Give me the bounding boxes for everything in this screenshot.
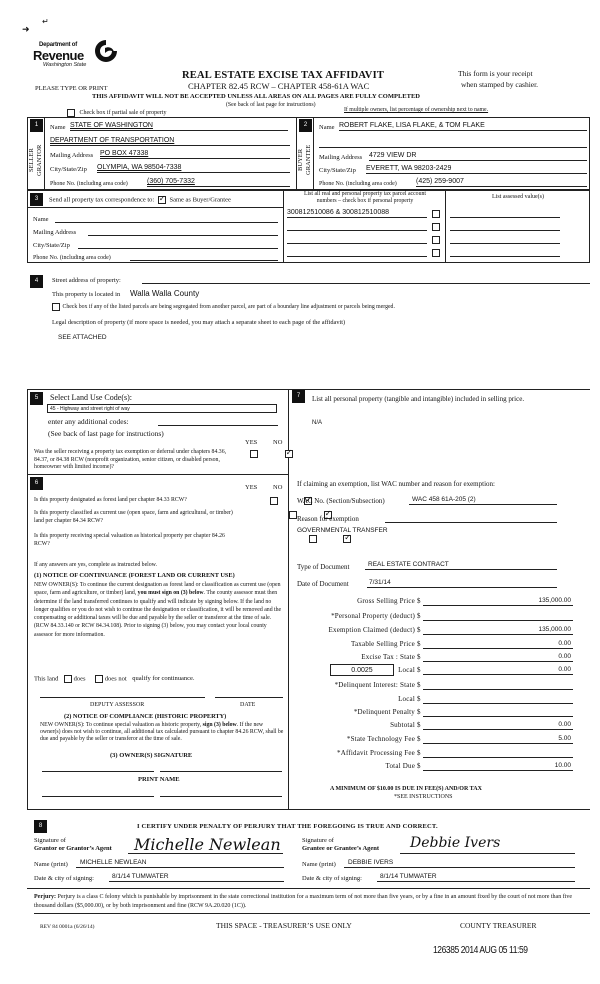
parcel-number-field[interactable]: 300812510086 & 300812510088 (287, 209, 427, 218)
section-7-mid-rule (288, 553, 292, 554)
grantor-signature-label: Signature of Grantor or Grantor’s Agent (34, 837, 112, 852)
doc-date-label: Date of Document (297, 580, 349, 588)
section-8-top-rule (27, 809, 590, 810)
buyer-mailing-row (319, 153, 587, 161)
partial-sale-row (67, 109, 166, 117)
logo-line3: Washington State (43, 62, 87, 68)
local-rate-field[interactable]: 0.0025 (330, 664, 394, 676)
assessed-value-field[interactable] (450, 209, 560, 218)
buyer-mailing-field[interactable]: 4729 VIEW DR (369, 152, 587, 161)
buyer-phone-row (319, 179, 587, 187)
section-4-bottom-rule (27, 389, 590, 390)
doc-date-field[interactable]: 7/31/14 (367, 579, 557, 588)
section-3-divider (283, 190, 284, 263)
seller-name-row (50, 123, 290, 131)
section-5-number: 5 (30, 392, 43, 405)
doc-type-field[interactable]: REAL ESTATE CONTRACT (365, 561, 557, 570)
segregated-row (52, 303, 395, 311)
seller-phone-field[interactable]: (360) 705-7332 (147, 178, 290, 187)
seller-phone-label: Phone No. (including area code) (50, 181, 128, 187)
print-name-label: PRINT NAME (138, 776, 180, 783)
buyer-phone-field[interactable]: (425) 259-9007 (416, 178, 587, 187)
taxable-selling-price-field[interactable]: 0.00 (423, 640, 573, 649)
seller-name-field-2[interactable]: DEPARTMENT OF TRANSPORTATION (50, 137, 290, 146)
doc-date-row (297, 580, 572, 588)
partial-sale-checkbox[interactable] (67, 109, 75, 117)
assessed-value-field[interactable] (450, 248, 560, 257)
total-due-field[interactable]: 10.00 (423, 762, 573, 771)
reason-value[interactable]: GOVERNMENTAL TRANSFER (297, 527, 388, 534)
seller-phone-row (50, 179, 290, 187)
section-4-number: 4 (30, 275, 43, 288)
treasurer-space-label: THIS SPACE - TREASURER’S USE ONLY (216, 921, 352, 930)
partial-sale-label: Check box if partial sale of property (79, 110, 167, 117)
grantor-name-field[interactable]: MICHELLE NEWLEAN (76, 859, 284, 868)
parcel-number-field[interactable] (287, 235, 427, 244)
assessed-value-field[interactable] (450, 222, 560, 231)
additional-codes-label: enter any additional codes: (48, 417, 129, 426)
buyer-name-row (319, 123, 587, 131)
exemption-question: Was the seller receiving a property tax exemption or deferral under chapters 84.36, 84.37, or 84.38 RCW (nonprofit organization, senior citizen, or disabled person, homeowner with limited income)? (34, 449, 227, 470)
wave-logo-icon (93, 38, 119, 64)
parcel-row (287, 222, 587, 234)
grantee-signature[interactable]: Debbie Ivers (410, 835, 501, 851)
located-in-label: This property is located in (52, 291, 121, 298)
parcel-row (287, 209, 587, 221)
assessor-date-label: DATE (240, 702, 256, 708)
scan-mark: ➜ (22, 24, 30, 34)
warning-text: THIS AFFIDAVIT WILL NOT BE ACCEPTED UNLESS ALL AREAS ON ALL PAGES ARE FULLY COMPLETED (92, 93, 420, 100)
historic-no-checkbox[interactable] (343, 535, 351, 543)
grantor-signature[interactable]: Michelle Newlean (134, 835, 281, 854)
county-value[interactable]: Walla Walla County (129, 289, 200, 298)
excise-tax-local-field[interactable]: 0.00 (423, 666, 573, 675)
parcel-row (287, 248, 587, 260)
left-border (27, 389, 28, 809)
reason-line (385, 515, 557, 523)
doc-type-label: Type of Document (297, 563, 350, 571)
grantee-date-field[interactable]: 8/1/14 TUMWATER (377, 873, 575, 882)
affidavit-processing-fee-row: *Affidavit Processing Fee $ (300, 749, 590, 760)
grantor-label: GRANTOR (36, 144, 43, 176)
buyer-name-field[interactable]: ROBERT FLAKE, LISA FLAKE, & TOM FLAKE (339, 122, 587, 131)
grantee-name-field[interactable]: DEBBIE IVERS (344, 859, 575, 868)
personal-property-label: List all personal property (tangible and intangible) included in selling price. (312, 395, 525, 403)
owner-signature-line-1[interactable] (42, 771, 154, 772)
section-1-number: 1 (30, 119, 43, 132)
section-7-number: 7 (292, 390, 305, 403)
owner-signature-line-2[interactable] (160, 771, 282, 772)
buyer-mailing-label: Mailing Address (319, 154, 363, 161)
receipt-note-2: when stamped by cashier. (461, 80, 539, 89)
seller-city-label: City/State/Zip (50, 166, 87, 173)
grantee-signature-line[interactable] (400, 853, 575, 854)
certify-statement: I CERTIFY UNDER PENALTY OF PERJURY THAT THE FOREGOING IS TRUE AND CORRECT. (137, 823, 438, 830)
street-address-field[interactable] (142, 276, 590, 284)
street-address-label: Street address of property: (52, 277, 121, 284)
current-use-yes-checkbox[interactable] (289, 511, 297, 519)
exemption-no-checkbox[interactable] (285, 450, 293, 458)
delinquent-interest-state-field[interactable] (423, 681, 573, 690)
excise-tax-local-row: Local $ 0.00 (398, 666, 571, 674)
same-as-buyer-checkbox[interactable] (158, 196, 166, 204)
buyer-name-label: Name (319, 124, 335, 131)
print-name-line-2[interactable] (160, 796, 282, 797)
form-revision: REV 84 0001a (6/26/14) (40, 924, 95, 930)
grantee-label: GRANTEE (305, 144, 312, 176)
doc-type-row (297, 563, 572, 571)
exemption-claimed-field[interactable]: 135,000.00 (423, 626, 573, 635)
gross-selling-price-field[interactable]: 135,000.00 (423, 597, 573, 606)
same-as-buyer-label: Same as Buyer/Grantee (169, 196, 231, 204)
additional-codes-field[interactable] (158, 417, 278, 426)
logo-line1: Department of (39, 42, 78, 48)
total-due-row: Total Due $ 10.00 (385, 762, 571, 770)
section-3-number: 3 (30, 193, 43, 206)
tax-phone-row (33, 253, 278, 261)
exemption-claimed-row: Exemption Claimed (deduct) $ 135,000.00 (328, 626, 571, 634)
forest-yes-checkbox[interactable] (270, 497, 278, 505)
gross-selling-price-row: Gross Selling Price $ 135,000.00 (357, 597, 571, 605)
county-treasurer-label: COUNTY TREASURER (460, 921, 537, 930)
seller-name-field[interactable]: STATE OF WASHINGTON (70, 122, 288, 131)
perjury-notice: Perjury: Perjury is a class C felony which is punishable by imprisonment in the state correctional institution for a maximum term of not more than five years, or by a fine in an amount fixed by the court of not more than five thousand dollars ($5,000.00), or by both imprisonment and fine (RCW 9A.20.020 (1C)). (34, 894, 573, 909)
no-header-5: NO (273, 439, 283, 446)
tax-name-field[interactable] (55, 215, 278, 223)
section-6-top-rule (27, 474, 288, 475)
tax-city-row (33, 241, 278, 249)
buyer-city-row (319, 166, 587, 174)
exemption-yes-checkbox[interactable] (250, 450, 258, 458)
buyer-name-field-2[interactable] (319, 140, 587, 148)
grantor-date-row: Date & city of signing: 8/1/14 TUMWATER (34, 874, 284, 882)
exemption-label: If claiming an exemption, list WAC number and reason for exemption: (297, 480, 495, 488)
deputy-assessor-line[interactable] (40, 697, 205, 698)
qualify-row: This land does does not qualify for continuance. (34, 675, 195, 683)
notice-compliance-text: NEW OWNER(S): To continue special valuation as historic property, sign (3) below. If the new owner(s) does not wish to continue, all additional tax calculated pursuant to chapter 84.26 RCW, shall be due and payable by the seller or transferor at the time of sale. (40, 722, 284, 742)
grantor-name-row: Name (print) MICHELLE NEWLEAN (34, 860, 284, 868)
seller-mailing-field[interactable]: PO BOX 47338 (100, 150, 290, 159)
see-back-note: (See back of last page for instructions) (226, 102, 316, 108)
historic-question: Is this property receiving special valuation as historical property per chapter 84.26 RCW? (34, 533, 225, 547)
tax-city-label: City/State/Zip (33, 242, 70, 249)
tax-mailing-row (33, 228, 278, 236)
legal-description-label: Legal description of property (if more space is needed, you may attach a separate sheet to each page of the affidavit) (52, 319, 346, 326)
located-in-row (52, 289, 199, 298)
multiple-owners-note: If multiple owners, list percentage of ownership next to name. (344, 107, 489, 113)
delinquent-interest-local-field[interactable] (423, 695, 573, 704)
treasurer-stamp: 126385 2014 AUG 05 11:59 (433, 945, 528, 956)
additional-codes-row (48, 417, 278, 426)
seller-mailing-row (50, 151, 290, 159)
seller-city-field[interactable]: OLYMPIA, WA 98504-7338 (97, 164, 290, 173)
street-address-row (52, 276, 590, 284)
send-correspondence-label: Send all property tax correspondence to: (49, 196, 155, 204)
owner-signature-title: (3) OWNER(S) SIGNATURE (110, 752, 193, 759)
reason-label: Reason for exemption (297, 515, 359, 523)
affidavit-processing-fee-field[interactable] (423, 749, 573, 758)
scan-mark-2: ↵ (42, 17, 49, 26)
yes-header-5: YES (245, 439, 258, 446)
send-correspondence-row (49, 196, 231, 204)
buyer-city-label: City/State/Zip (319, 167, 356, 174)
land-use-see-back: (See back of last page for instructions) (48, 429, 164, 438)
tax-city-field[interactable] (78, 241, 278, 249)
yes-header-6: YES (245, 484, 258, 491)
assessed-header: List assessed value(s) (492, 194, 544, 200)
grantee-name-row: Name (print) DEBBIE IVERS (302, 860, 575, 868)
wac-label: WAC No. (Section/Subsection) (297, 497, 385, 505)
section-8-bottom-rule (27, 888, 590, 889)
personal-property-deduct-row: *Personal Property (deduct) $ (300, 612, 590, 623)
segregated-label: Check box if any of the listed parcels are being segregated from another parcel, are part of a boundary line adjustment or parcels being merged. (62, 304, 395, 311)
personal-property-checkbox[interactable] (432, 249, 440, 257)
tax-phone-label: Phone No. (including area code) (33, 255, 111, 261)
form-subtitle: CHAPTER 82.45 RCW – CHAPTER 458-61A WAC (188, 81, 370, 91)
parcel-number-field[interactable] (287, 222, 427, 231)
reason-row (297, 515, 572, 523)
deputy-assessor-label: DEPUTY ASSESSOR (90, 702, 145, 708)
personal-property-value[interactable]: N/A (312, 420, 323, 426)
please-type: PLEASE TYPE OR PRINT (35, 85, 108, 92)
notice-compliance-title: (2) NOTICE OF COMPLIANCE (HISTORIC PROPERTY) (64, 713, 227, 720)
seller-label: SELLER (28, 148, 35, 172)
personal-property-deduct-field[interactable] (423, 612, 573, 621)
no-header-6: NO (273, 484, 283, 491)
notice-continuance-title: (1) NOTICE OF CONTINUANCE (FOREST LAND OR CURRENT USE) (34, 572, 235, 579)
legal-description-value[interactable]: SEE ATTACHED (58, 334, 107, 341)
seller-city-row (50, 165, 290, 173)
see-instructions-note: *SEE INSTRUCTIONS (394, 794, 453, 800)
wac-field[interactable]: WAC 458 61A-205 (2) (409, 496, 557, 505)
tax-phone-field[interactable] (130, 253, 278, 261)
state-technology-fee-row: *State Technology Fee $ 5.00 (346, 735, 571, 743)
if-yes-note: If any answers are yes, complete as instructed below. (34, 562, 157, 568)
form-title: REAL ESTATE EXCISE TAX AFFIDAVIT (182, 70, 385, 81)
buyer-city-field[interactable]: EVERETT, WA 98203-2429 (366, 165, 587, 174)
seller-name-label: Name (50, 124, 66, 131)
delinquent-interest-state-row: *Delinquent Interest: State $ (300, 681, 590, 692)
perjury-rule (34, 913, 590, 914)
taxable-selling-price-row: Taxable Selling Price $ 0.00 (351, 640, 571, 648)
segregated-checkbox[interactable] (52, 303, 60, 311)
tax-name-row (33, 215, 278, 223)
assessed-value-field[interactable] (450, 235, 560, 244)
parcel-number-field[interactable] (287, 248, 427, 257)
buyer-phone-label: Phone No. (including area code) (319, 181, 397, 187)
excise-tax-state-row: Excise Tax : State $ 0.00 (361, 653, 571, 661)
historic-yes-checkbox[interactable] (309, 535, 317, 543)
land-use-label: Select Land Use Code(s): (50, 393, 132, 402)
seller-mailing-label: Mailing Address (50, 152, 94, 159)
section-2-number: 2 (299, 119, 312, 132)
section-8-number: 8 (34, 820, 47, 833)
minimum-due-note: A MINIMUM OF $10.00 IS DUE IN FEE(S) AND/OR TAX (330, 786, 482, 792)
buyer-label: BUYER (297, 148, 304, 172)
dor-logo (33, 42, 123, 72)
notice-continuance-text: NEW OWNER(S): To continue the current designation as forest land or classification as current use (open space, farm and agriculture, or timber) land, you must sign on (3) below. The county assessor must then determine if the land transferred continues to qualify and will indicate by signing below. If the land no longer qualifies or you do not wish to continue the designation or classification, it will be removed and the compensating or additional taxes will be due and payable by the seller or transferor at the time of sale. (RCW 84.33.140 or RCW 84.34.108). Prior to signing (3) below, you may contact your local county assessor for more information. (34, 582, 282, 638)
subtotal-row: Subtotal $ 0.00 (390, 721, 571, 729)
grantee-date-row: Date & city of signing: 8/1/14 TUMWATER (302, 874, 575, 882)
assessor-date-line[interactable] (215, 697, 283, 698)
tax-mailing-field[interactable] (88, 228, 278, 236)
personal-property-checkbox[interactable] (432, 223, 440, 231)
subtotal-field[interactable]: 0.00 (423, 721, 573, 730)
grantor-date-field[interactable]: 8/1/14 TUMWATER (109, 873, 284, 882)
does-qualify-checkbox[interactable] (64, 675, 72, 683)
delinquent-penalty-row: *Delinquent Penalty $ (300, 708, 590, 719)
section-3-header-rule (27, 207, 283, 208)
does-not-qualify-checkbox[interactable] (95, 675, 103, 683)
personal-property-checkbox[interactable] (432, 210, 440, 218)
wac-row (297, 497, 572, 505)
forest-question: Is this property designated as forest land per chapter 84.33 RCW? (34, 497, 187, 503)
parcel-row (287, 235, 587, 247)
receipt-note-1: This form is your receipt (458, 69, 533, 78)
personal-property-checkbox[interactable] (432, 236, 440, 244)
excise-tax-state-field[interactable]: 0.00 (423, 653, 573, 662)
delinquent-interest-local-row: Local $ (300, 695, 590, 706)
tax-mailing-label: Mailing Address (33, 229, 77, 236)
tax-name-label: Name (33, 216, 49, 223)
current-use-question: Is this property classified as current use (open space, farm and agricultural, or timber) land per chapter 84.34 RCW? (34, 510, 233, 524)
print-name-line-1[interactable] (42, 796, 154, 797)
grantee-signature-label: Signature of Grantee or Grantee’s Agent (302, 837, 380, 852)
land-use-select[interactable]: 45 - Highway and street right of way (47, 404, 277, 413)
parcel-header: List all real and personal property tax parcel account numbers – check box if personal property (303, 191, 426, 204)
logo-line2: Revenue (33, 48, 84, 63)
section-6-number: 6 (30, 477, 43, 490)
state-technology-fee-field[interactable]: 5.00 (423, 735, 573, 744)
delinquent-penalty-field[interactable] (423, 708, 573, 717)
